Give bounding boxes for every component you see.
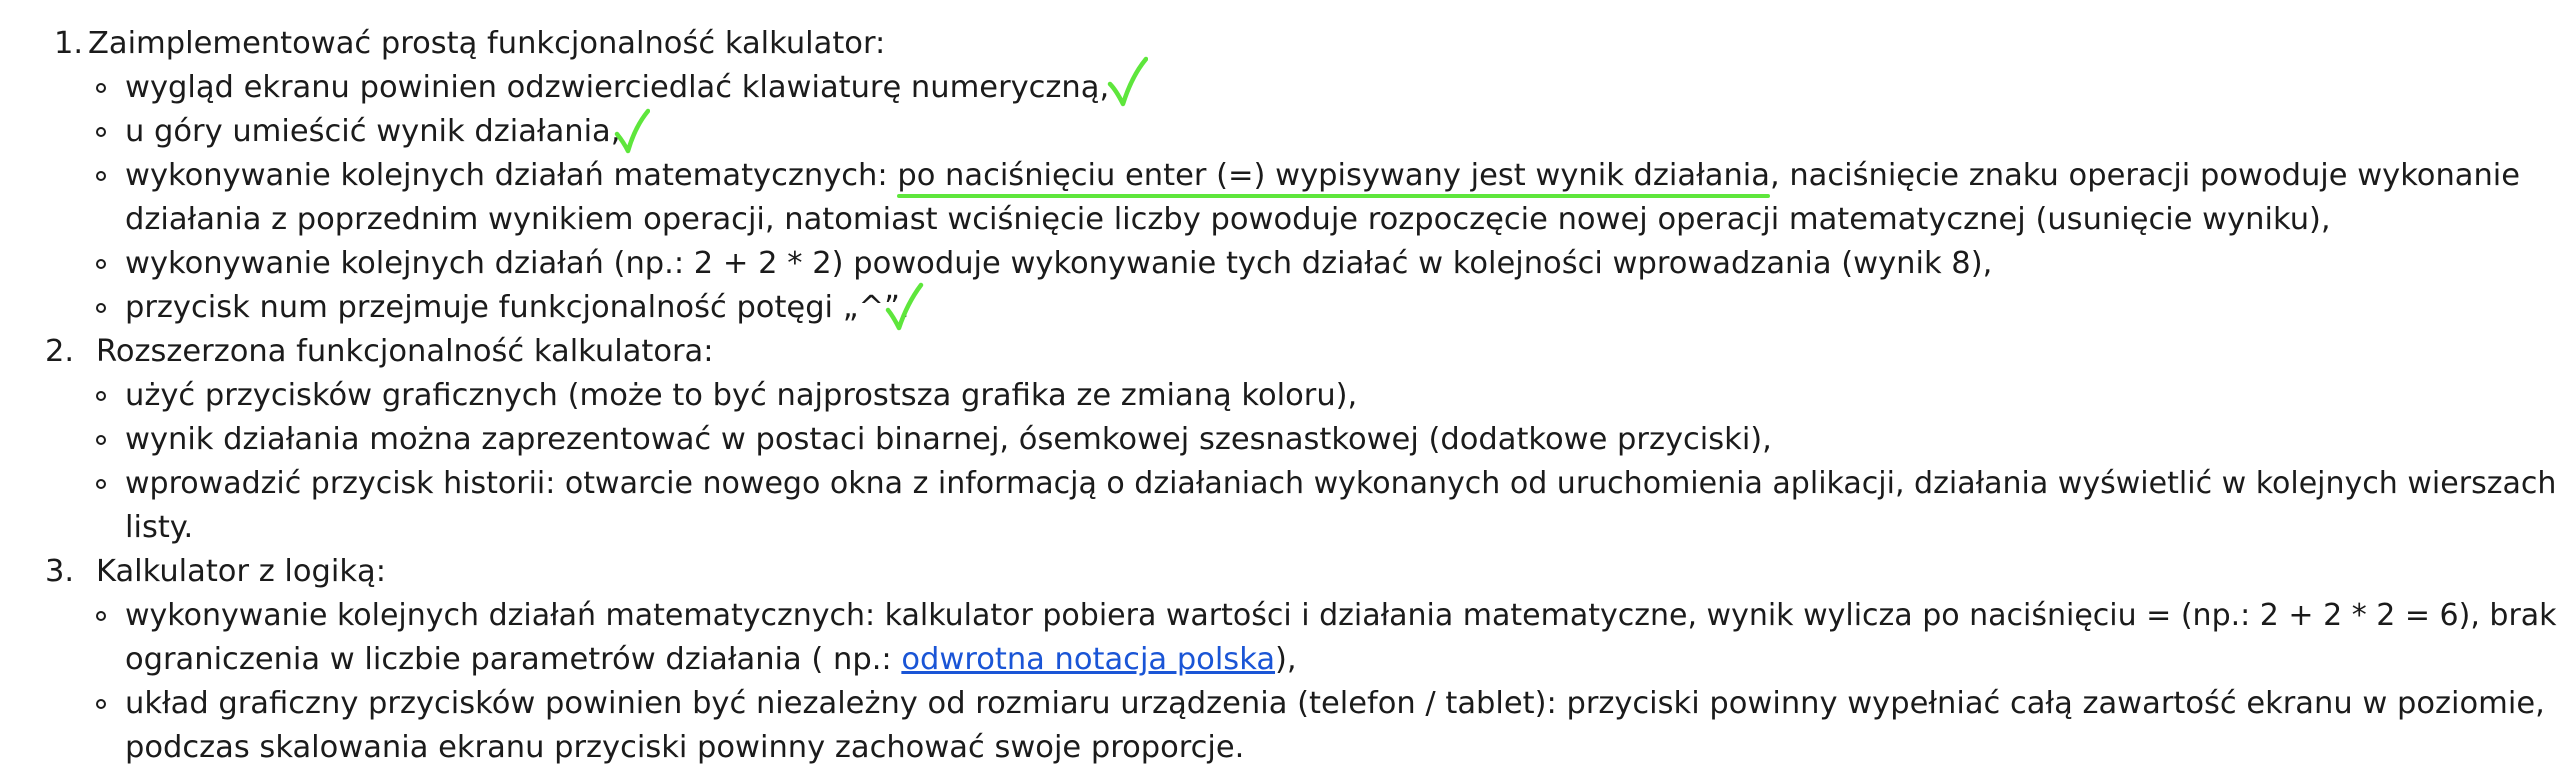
rpn-link[interactable]: odwrotna notacja polska — [901, 642, 1276, 677]
list-item-continuation: listy. — [125, 510, 194, 545]
list-item-text: ograniczenia w liczbie parametrów działania ( np.: — [125, 642, 902, 677]
list-item: układ graficzny przycisków powinien być niezależny od rozmiaru urządzenia (telefon / tablet): przyciski powinny wypełniać całą zawartość ekranu w poziomie, — [125, 686, 2545, 721]
list-item-text: wykonywanie kolejnych działań matematycznych: — [125, 158, 898, 193]
bullet-icon — [96, 127, 106, 137]
list-item-continuation: działania z poprzednim wynikiem operacji, natomiast wciśnięcie liczby powoduje rozpoczęcie nowej operacji matematycznej (usunięcie wyniku), — [125, 202, 2331, 237]
list-item-title: Kalkulator z logiką: — [96, 554, 387, 589]
list-item: wykonywanie kolejnych działań (np.: 2 + 2 * 2) powoduje wykonywanie tych działać w kolejności wprowadzania (wynik 8), — [125, 246, 1993, 281]
list-item-title: Rozszerzona funkcjonalność kalkulatora: — [96, 334, 714, 369]
bullet-icon — [96, 391, 106, 401]
list-item-title: Zaimplementować prostą funkcjonalność kalkulator: — [88, 26, 886, 61]
checkmark-icon — [614, 108, 650, 154]
list-item: wprowadzić przycisk historii: otwarcie nowego okna z informacją o działaniach wykonanych od uruchomienia aplikacji, działania wyświetlić w kolejnych wierszach — [125, 466, 2557, 501]
list-item: przycisk num przejmuje funkcjonalność potęgi „^”. — [125, 290, 910, 325]
list-item-continuation: podczas skalowania ekranu przyciski powinny zachować swoje proporcje. — [125, 730, 1245, 765]
list-number: 3. — [45, 554, 75, 589]
checkmark-icon — [884, 282, 924, 332]
bullet-icon — [96, 611, 106, 621]
bullet-icon — [96, 259, 106, 269]
list-item: u góry umieścić wynik działania, — [125, 114, 621, 149]
bullet-icon — [96, 171, 106, 181]
bullet-icon — [96, 83, 106, 93]
list-item-text: ), — [1275, 642, 1297, 677]
list-item: wygląd ekranu powinien odzwierciedlać klawiaturę numeryczną, — [125, 70, 1110, 105]
list-item — [125, 154, 2520, 198]
bullet-icon — [96, 479, 106, 489]
list-number: 2. — [45, 334, 75, 369]
checkmark-icon — [1106, 56, 1148, 108]
list-item: wynik działania można zaprezentować w postaci binarnej, ósemkowej szesnastkowej (dodatkowe przyciski), — [125, 422, 1772, 457]
bullet-icon — [96, 699, 106, 709]
list-item-continuation — [125, 638, 1297, 682]
list-item: użyć przycisków graficznych (może to być najprostsza grafika ze zmianą koloru), — [125, 378, 1358, 413]
bullet-icon — [96, 435, 106, 445]
list-item-text: , naciśnięcie znaku operacji powoduje wykonanie — [1769, 158, 2521, 193]
list-item: wykonywanie kolejnych działań matematycznych: kalkulator pobiera wartości i działania matematyczne, wynik wylicza po naciśnięciu = (np.: 2 + 2 * 2 = 6), brak — [125, 598, 2557, 633]
list-number: 1. — [54, 26, 84, 61]
highlighted-text: po naciśnięciu enter (=) wypisywany jest wynik działania — [897, 154, 1770, 198]
bullet-icon — [96, 303, 106, 313]
